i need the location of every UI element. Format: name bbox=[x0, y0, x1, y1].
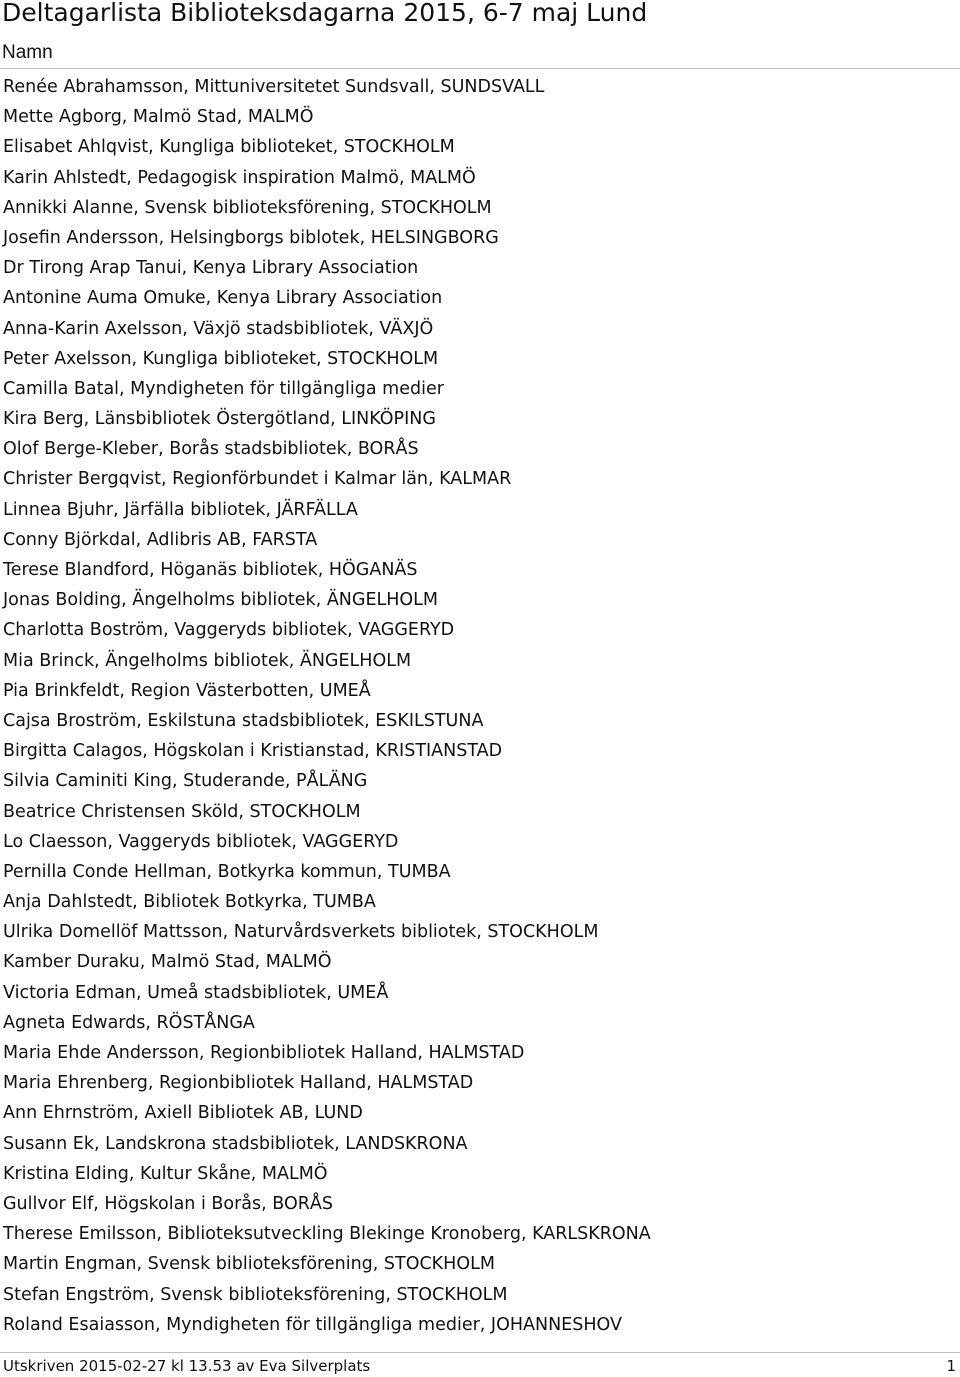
participant-row: Anna-Karin Axelsson, Växjö stadsbibliotek, VÄXJÖ bbox=[3, 318, 434, 339]
footer-divider bbox=[0, 1352, 960, 1353]
participant-row: Camilla Batal, Myndigheten för tillgängliga medier bbox=[3, 378, 444, 399]
participant-row: Pia Brinkfeldt, Region Västerbotten, UMEÅ bbox=[3, 680, 371, 701]
participant-row: Victoria Edman, Umeå stadsbibliotek, UMEÅ bbox=[3, 982, 389, 1003]
participant-list bbox=[3, 72, 651, 1340]
participant-row: Olof Berge-Kleber, Borås stadsbibliotek, BORÅS bbox=[3, 439, 419, 460]
participant-row: Susann Ek, Landskrona stadsbibliotek, LANDSKRONA bbox=[3, 1133, 468, 1154]
participant-row: Birgitta Calagos, Högskolan i Kristianstad, KRISTIANSTAD bbox=[3, 741, 503, 762]
page-number: 1 bbox=[946, 1357, 956, 1375]
participant-row: Kira Berg, Länsbibliotek Östergötland, LINKÖPING bbox=[3, 409, 436, 430]
participant-row: Ulrika Domellöf Mattsson, Naturvårdsverkets bibliotek, STOCKHOLM bbox=[3, 922, 599, 943]
participant-row: Josefin Andersson, Helsingborgs biblotek, HELSINGBORG bbox=[3, 227, 499, 248]
participant-row: Maria Ehrenberg, Regionbibliotek Halland, HALMSTAD bbox=[3, 1073, 474, 1094]
participant-row: Terese Blandford, Höganäs bibliotek, HÖGANÄS bbox=[3, 560, 418, 580]
participant-row: Kristina Elding, Kultur Skåne, MALMÖ bbox=[3, 1163, 328, 1184]
participant-row: Stefan Engström, Svensk biblioteksförening, STOCKHOLM bbox=[3, 1284, 508, 1305]
participant-row: Peter Axelsson, Kungliga biblioteket, STOCKHOLM bbox=[3, 348, 439, 369]
participant-row: Anja Dahlstedt, Bibliotek Botkyrka, TUMBA bbox=[3, 892, 376, 913]
participant-row: Annikki Alanne, Svensk biblioteksförening, STOCKHOLM bbox=[3, 197, 492, 218]
participant-row: Lo Claesson, Vaggeryds bibliotek, VAGGERYD bbox=[3, 831, 399, 852]
participant-row: Mia Brinck, Ängelholms bibliotek, ÄNGELHOLM bbox=[3, 650, 412, 671]
column-header-name: Namn bbox=[2, 42, 53, 63]
participant-row: Therese Emilsson, Biblioteksutveckling Blekinge Kronoberg, KARLSKRONA bbox=[3, 1224, 651, 1245]
participant-row: Kamber Duraku, Malmö Stad, MALMÖ bbox=[3, 952, 332, 973]
participant-row: Beatrice Christensen Sköld, STOCKHOLM bbox=[3, 801, 361, 822]
participant-row: Pernilla Conde Hellman, Botkyrka kommun, TUMBA bbox=[3, 861, 451, 882]
participant-row: Jonas Bolding, Ängelholms bibliotek, ÄNGELHOLM bbox=[3, 590, 439, 611]
participant-row: Elisabet Ahlqvist, Kungliga biblioteket, STOCKHOLM bbox=[3, 137, 455, 158]
header-divider bbox=[0, 68, 960, 69]
participant-row: Mette Agborg, Malmö Stad, MALMÖ bbox=[3, 107, 314, 128]
participant-row: Silvia Caminiti King, Studerande, PÅLÄNG bbox=[3, 771, 368, 792]
participant-row: Gullvor Elf, Högskolan i Borås, BORÅS bbox=[3, 1193, 333, 1214]
participant-row: Antonine Auma Omuke, Kenya Library Association bbox=[3, 288, 443, 309]
footer-printed-info: Utskriven 2015-02-27 kl 13.53 av Eva Silverplats bbox=[3, 1357, 371, 1375]
participant-row: Cajsa Broström, Eskilstuna stadsbibliotek, ESKILSTUNA bbox=[3, 710, 484, 731]
participant-row: Maria Ehde Andersson, Regionbibliotek Halland, HALMSTAD bbox=[3, 1043, 525, 1063]
participant-row: Dr Tirong Arap Tanui, Kenya Library Association bbox=[3, 258, 419, 279]
participant-row: Karin Ahlstedt, Pedagogisk inspiration Malmö, MALMÖ bbox=[3, 167, 476, 188]
participant-row: Martin Engman, Svensk biblioteksförening, STOCKHOLM bbox=[3, 1254, 495, 1275]
participant-row: Charlotta Boström, Vaggeryds bibliotek, VAGGERYD bbox=[3, 620, 455, 641]
participant-row: Renée Abrahamsson, Mittuniversitetet Sundsvall, SUNDSVALL bbox=[3, 77, 545, 97]
participant-row: Ann Ehrnström, Axiell Bibliotek AB, LUND bbox=[3, 1103, 363, 1124]
participant-row: Agneta Edwards, RÖSTÅNGA bbox=[3, 1012, 255, 1033]
participant-row: Linnea Bjuhr, Järfälla bibliotek, JÄRFÄLLA bbox=[3, 499, 358, 520]
participant-row: Roland Esaiasson, Myndigheten för tillgängliga medier, JOHANNESHOV bbox=[3, 1314, 622, 1335]
participant-row: Conny Björkdal, Adlibris AB, FARSTA bbox=[3, 529, 318, 550]
participant-row: Christer Bergqvist, Regionförbundet i Kalmar län, KALMAR bbox=[3, 469, 512, 490]
page-title: Deltagarlista Biblioteksdagarna 2015, 6-7 maj Lund bbox=[2, 0, 648, 27]
